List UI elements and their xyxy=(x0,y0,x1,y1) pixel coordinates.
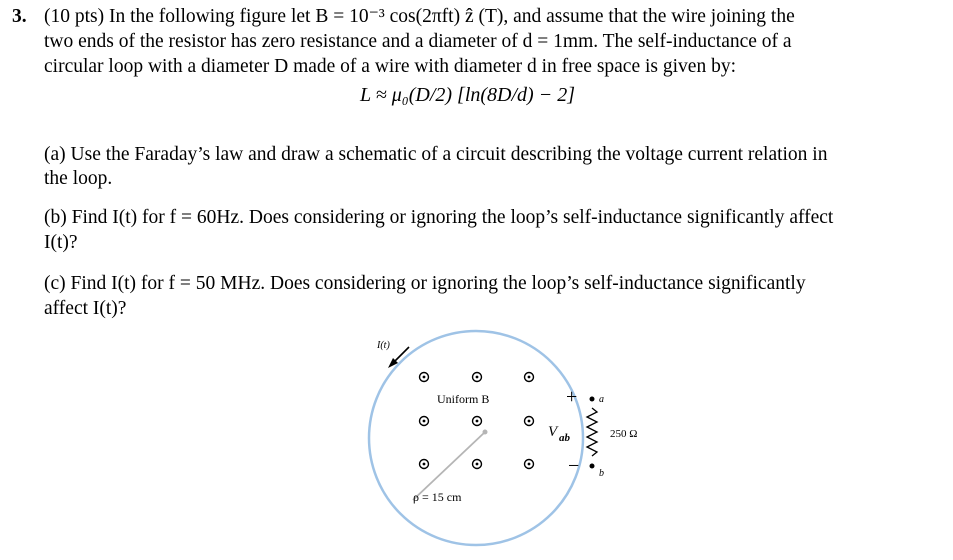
resistor-icon xyxy=(587,408,597,456)
b-out-of-page-icon xyxy=(525,417,534,426)
b-out-of-page-icon xyxy=(525,460,534,469)
radius-label: ρ = 15 cm xyxy=(413,490,462,504)
part-a-line-2: the loop. xyxy=(44,168,113,189)
b-field-symbols xyxy=(420,373,534,469)
problem-number: 3. xyxy=(12,6,27,27)
voltage-subscript: ab xyxy=(559,432,570,444)
terminal-b-dot xyxy=(590,464,595,469)
intro-line-3: circular loop with a diameter D made of a wire with diameter d in free space is given by: xyxy=(44,56,736,77)
b-out-of-page-icon xyxy=(525,373,534,382)
resistor-label: 250 Ω xyxy=(610,428,638,440)
b-out-of-page-icon xyxy=(420,417,429,426)
b-out-of-page-icon xyxy=(420,373,429,382)
inductance-formula: L ≈ μ₀(D/2) [ln(8D/d) − 2] xyxy=(360,84,575,106)
terminal-b-label: b xyxy=(599,468,604,479)
center-dot xyxy=(483,430,488,435)
part-c-line-1: (c) Find I(t) for f = 50 MHz. Does considering or ignoring the loop’s self-inductance significantly xyxy=(44,273,806,294)
part-b-line-2: I(t)? xyxy=(44,232,78,253)
b-out-of-page-icon xyxy=(420,460,429,469)
voltage-label: V xyxy=(548,424,558,440)
terminal-a-label: a xyxy=(599,394,604,405)
intro-line-2: two ends of the resistor has zero resistance and a diameter of d = 1mm. The self-inductance of a xyxy=(44,31,792,52)
b-out-of-page-icon xyxy=(473,373,482,382)
current-label: I(t) xyxy=(377,340,390,351)
part-c-line-2: affect I(t)? xyxy=(44,298,127,319)
plus-sign: + xyxy=(566,386,578,408)
b-out-of-page-icon xyxy=(473,460,482,469)
intro-line-1: (10 pts) In the following figure let B = 10⁻³ cos(2πft) ẑ (T), and assume that the wire joining the xyxy=(44,6,795,27)
minus-sign: − xyxy=(568,455,580,477)
b-out-of-page-icon xyxy=(473,417,482,426)
part-a-line-1: (a) Use the Faraday’s law and draw a schematic of a circuit describing the voltage current relation in xyxy=(44,144,828,165)
part-b-line-1: (b) Find I(t) for f = 60Hz. Does considering or ignoring the loop’s self-inductance significantly affect xyxy=(44,207,834,228)
terminal-a-dot xyxy=(590,397,595,402)
field-label: Uniform B xyxy=(437,392,490,406)
